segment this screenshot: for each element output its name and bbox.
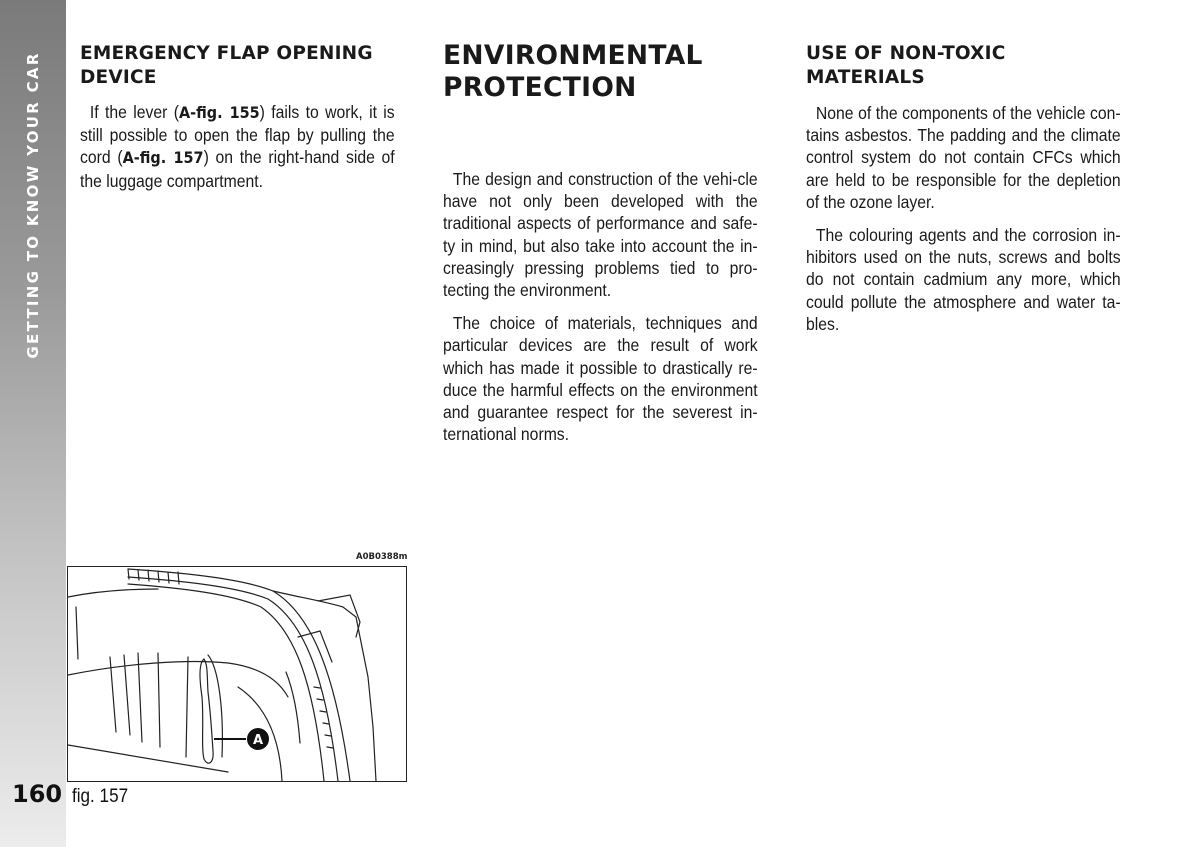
environment-paragraph-2: The choice of materials, techniques and particular devices are the result of work which has made it possible to drastically re-duce the harmful effects on the environment and guarantee respect for the severest in-ternational norms. <box>443 313 758 445</box>
page-number: 160 <box>12 780 63 808</box>
section-label: GETTING TO KNOW YOUR CAR <box>24 51 42 359</box>
text-run: If the lever ( <box>89 102 179 122</box>
figure-caption: fig. 157 <box>72 786 129 807</box>
non-toxic-heading: USE OF NON-TOXIC MATERIALS <box>806 43 1006 88</box>
luggage-compartment-drawing <box>68 567 407 782</box>
column-non-toxic-materials <box>806 42 1121 335</box>
figure-code: A0B0388m <box>356 552 408 562</box>
callout-label: A <box>252 733 264 748</box>
figure-reference: A-fig. 157 <box>122 148 204 168</box>
non-toxic-paragraph-1: None of the components of the vehicle con-tains asbestos. The padding and the climate control system do not contain CFCs which are held to be responsible for the depletion of the ozone layer. <box>806 103 1121 212</box>
column-emergency-flap <box>80 42 395 192</box>
emergency-flap-heading: EMERGENCY FLAP OPENING DEVICE <box>80 43 373 88</box>
environment-paragraph-1: The design and construction of the vehi-cle have not only been developed with the traditional aspects of performance and safe-ty in mind, but also take into account the in-creasingly pressing problems tied to pro-tecting the environment. <box>443 169 758 301</box>
environmental-protection-title: ENVIRONMENTAL PROTECTION <box>443 40 703 103</box>
non-toxic-paragraph-2: The colouring agents and the corrosion in-hibitors used on the nuts, screws and bolts do not contain cadmium any more, which could pollute the atmosphere and water ta-bles. <box>806 225 1121 334</box>
emergency-flap-text <box>80 101 395 192</box>
text-run: ) on the right-hand side of the luggage compartment. <box>80 147 395 191</box>
text-run: ) fails to work, it is still possible to open the flap by pulling the cord ( <box>80 102 395 168</box>
figure-157-illustration <box>67 566 407 782</box>
column-environmental-protection <box>443 40 758 445</box>
figure-reference: A-fig. 155 <box>179 103 260 122</box>
